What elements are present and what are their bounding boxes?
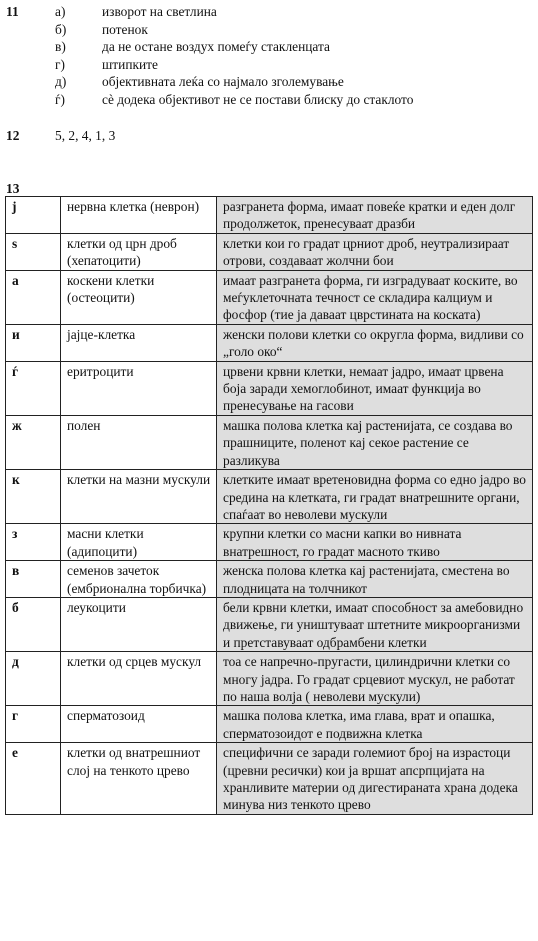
cell-description: тоа се напречно-пругасти, цилиндрични клетки со многу јадра. Го градат срцевиот мускул, не работат по наша волја ( неволеви мускули): [217, 652, 533, 706]
option-text: сè додека објективот не се постави блиску до стаклото: [102, 92, 414, 107]
option-letter: ѓ): [55, 92, 65, 107]
option-text: потенок: [102, 22, 148, 37]
row-letter: ж: [6, 415, 61, 469]
cell-description: разгранета форма, имаат повеќе кратки и еден долг продолжеток, пренесуваат дразби: [217, 197, 533, 234]
option-text: изворот на светлина: [102, 4, 217, 19]
row-letter: б: [6, 597, 61, 651]
cell-name: леукоцити: [61, 597, 217, 651]
row-letter: к: [6, 470, 61, 524]
cell-name: сперматозоид: [61, 706, 217, 743]
option-letter: д): [55, 74, 67, 89]
answer-sequence: 5, 2, 4, 1, 3: [55, 128, 116, 143]
cell-description: бели крвни клетки, имаат способност за амебовидно движење, ги уништуваат штетните микроорганизми и претставуваат одбрамбени клетки: [217, 597, 533, 651]
cell-description: крупни клетки со масни капки во нивната внатрешност, го градат масното ткиво: [217, 524, 533, 561]
option-letter: б): [55, 22, 67, 37]
option-letter: а): [55, 4, 66, 19]
table-row: [6, 233, 533, 270]
table-row: [6, 324, 533, 361]
row-letter: д: [6, 652, 61, 706]
cell-description: имаат разгранета форма, ги изградуваат коските, во меѓуклеточната течност се складира калциум и фосфор (тие ја даваат цврстината на коската): [217, 270, 533, 324]
option-text: објективната леќа со најмало зголемување: [102, 74, 344, 89]
cell-description: машка полова клетка, има глава, врат и опашка, сперматозоидот е подвижна клетка: [217, 706, 533, 743]
cell-description: клетките имаат вретеновидна форма со едно јадро во средина на клетката, ги градат внатрешните органи, спаѓаат во неволеви мускули: [217, 470, 533, 524]
cell-name: клетки на мазни мускули: [61, 470, 217, 524]
cell-name: клетки од црн дроб (хепатоцити): [61, 233, 217, 270]
option-text: штипките: [102, 57, 158, 72]
table-row: [6, 270, 533, 324]
cell-name: полен: [61, 415, 217, 469]
row-letter: з: [6, 524, 61, 561]
table-row: [6, 361, 533, 415]
cell-name: клетки од срцев мускул: [61, 652, 217, 706]
cell-types-table: [5, 196, 533, 815]
row-letter: и: [6, 324, 61, 361]
cell-description: клетки кои го градат црниот дроб, неутрализираат отрови, создаваат жолчни бои: [217, 233, 533, 270]
cell-description: женска полова клетка кај растенијата, сместена во плодницата на толчникот: [217, 561, 533, 598]
cell-description: специфични се заради големиот број на израстоци (цревни ресички) кои ја вршат апсрпцијата на хранливите материи од дигестираната храна додека минува низ тенкото црево: [217, 743, 533, 815]
row-letter: ѓ: [6, 361, 61, 415]
table-row: [6, 743, 533, 815]
row-letter: е: [6, 743, 61, 815]
row-letter: а: [6, 270, 61, 324]
cell-description: црвени крвни клетки, немаат јадро, имаат црвена боја заради хемоглобинот, имаат функција во пренесување на гасови: [217, 361, 533, 415]
table-row: [6, 597, 533, 651]
table-row: [6, 652, 533, 706]
option-letter: г): [55, 57, 65, 72]
row-letter: г: [6, 706, 61, 743]
question-number: 11: [6, 4, 19, 19]
cell-description: женски полови клетки со округла форма, видливи со „голо око“: [217, 324, 533, 361]
table-row: [6, 706, 533, 743]
table-row: [6, 415, 533, 469]
question-number: 12: [6, 128, 20, 143]
question-number: 13: [6, 181, 20, 196]
option-text: да не остане воздух помеѓу стакленцата: [102, 39, 330, 54]
cell-name: коскени клетки (остеоцити): [61, 270, 217, 324]
row-letter: s: [6, 233, 61, 270]
cell-name: семенов зачеток (ембрионална торбичка): [61, 561, 217, 598]
cell-name: клетки од внатрешниот слој на тенкото црево: [61, 743, 217, 815]
cell-description: машка полова клетка кај растенијата, се создава во прашниците, поленот кај секое растение се разликува: [217, 415, 533, 469]
option-letter: в): [55, 39, 66, 54]
table-row: [6, 470, 533, 524]
table-row: [6, 524, 533, 561]
table-row: [6, 197, 533, 234]
cell-name: нервна клетка (неврон): [61, 197, 217, 234]
cell-name: еритроцити: [61, 361, 217, 415]
table-row: [6, 561, 533, 598]
row-letter: в: [6, 561, 61, 598]
cell-name: масни клетки (адипоцити): [61, 524, 217, 561]
cell-name: јајце-клетка: [61, 324, 217, 361]
row-letter: ј: [6, 197, 61, 234]
